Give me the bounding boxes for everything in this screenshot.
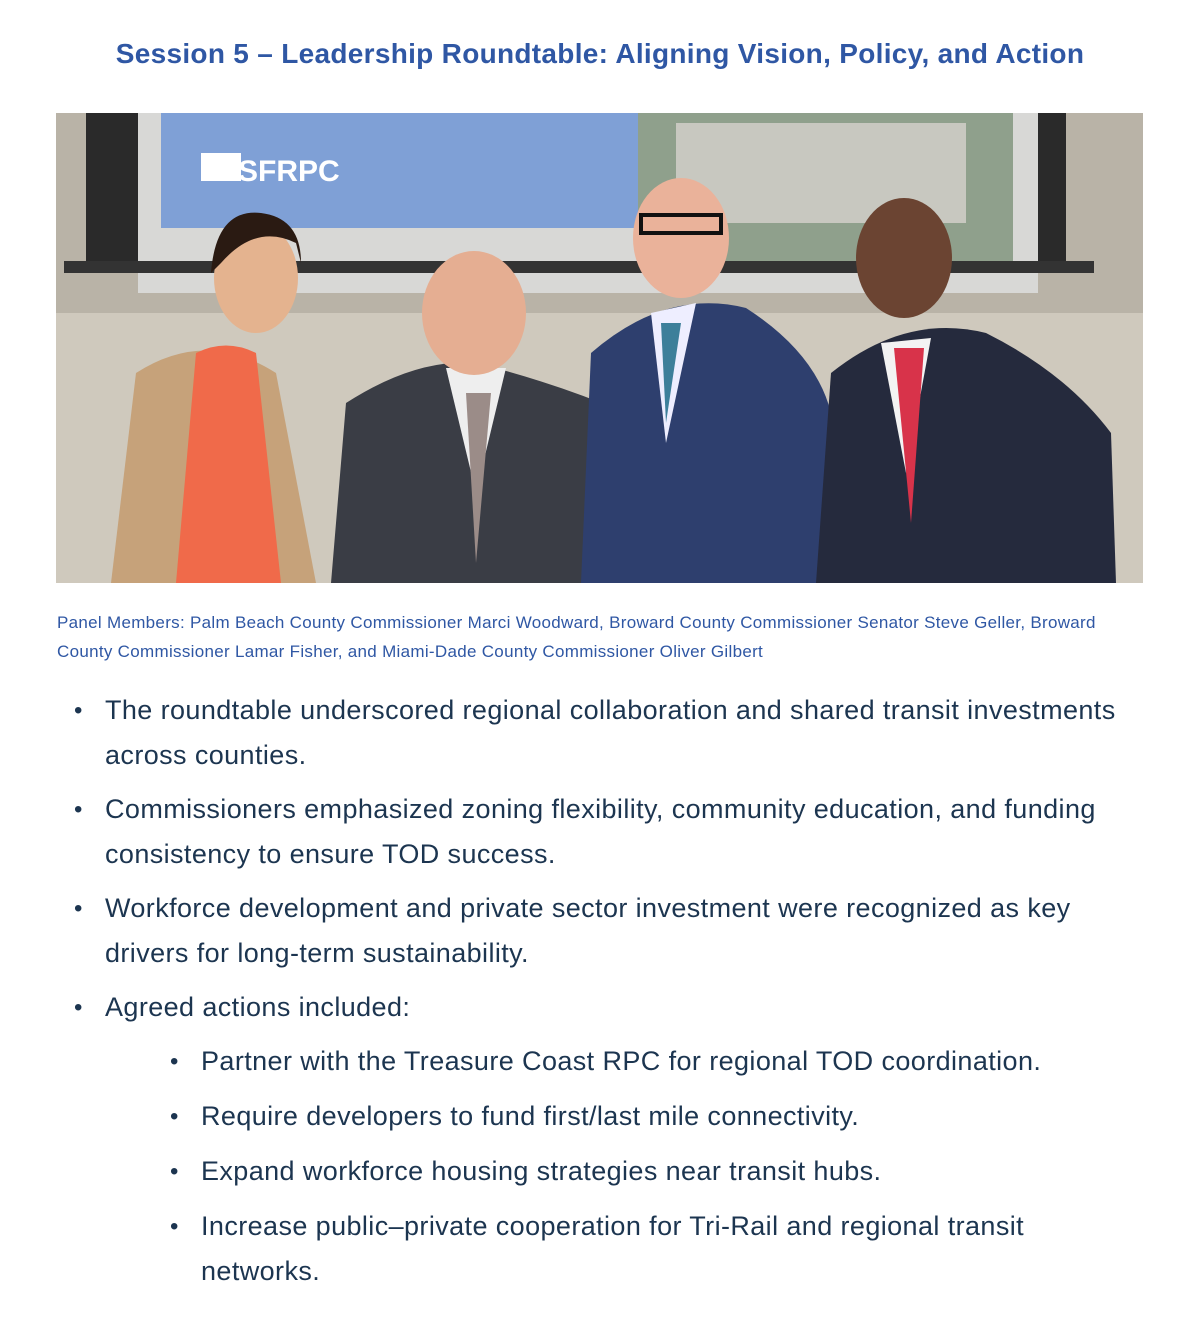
list-item: • Increase public–private cooperation for Tri-Rail and regional transit networks. bbox=[170, 1204, 1031, 1294]
bullet-icon: • bbox=[170, 1213, 179, 1240]
list-item: • Workforce development and private sector investment were recognized as key drivers for long-term sustainability. bbox=[74, 886, 1149, 976]
summary-list bbox=[74, 688, 1149, 1304]
list-item: • Require developers to fund first/last mile connectivity. bbox=[170, 1094, 1149, 1139]
panel-photo bbox=[56, 113, 1143, 583]
bullet-icon: • bbox=[74, 994, 83, 1021]
list-item: • The roundtable underscored regional collaboration and shared transit investments across counties. bbox=[74, 688, 1149, 778]
list-item: • Commissioners emphasized zoning flexibility, community education, and funding consistency to ensure TOD success. bbox=[74, 787, 1149, 877]
bullet-icon: • bbox=[170, 1048, 179, 1075]
list-item: • Agreed actions included: • Partner with the Treasure Coast RPC for regional TOD coordination. • Require developers to fund first/last mile connectivity. • Expand workforce housing strategies near transit hubs. • Increase public–private cooperation for Tri-Rail and regional transit networks. bbox=[74, 985, 1149, 1294]
sfrpc-logo: SFRPC bbox=[238, 155, 340, 188]
bullet-icon: • bbox=[170, 1103, 179, 1130]
photo-caption: Panel Members: Palm Beach County Commissioner Marci Woodward, Broward County Commissioner Senator Steve Geller, Broward County Commissioner Lamar Fisher, and Miami-Dade County Commissioner Oliver Gilbert bbox=[57, 613, 1096, 661]
bullet-icon: • bbox=[74, 895, 83, 922]
bullet-icon: • bbox=[74, 796, 83, 823]
page-title: Session 5 – Leadership Roundtable: Aligning Vision, Policy, and Action bbox=[115, 38, 1085, 69]
bullet-icon: • bbox=[74, 697, 83, 724]
bullet-icon: • bbox=[170, 1158, 179, 1185]
list-item: • Expand workforce housing strategies near transit hubs. bbox=[170, 1149, 1149, 1194]
agreed-actions-list bbox=[105, 1039, 1149, 1294]
list-item: • Partner with the Treasure Coast RPC for regional TOD coordination. bbox=[170, 1039, 1149, 1084]
